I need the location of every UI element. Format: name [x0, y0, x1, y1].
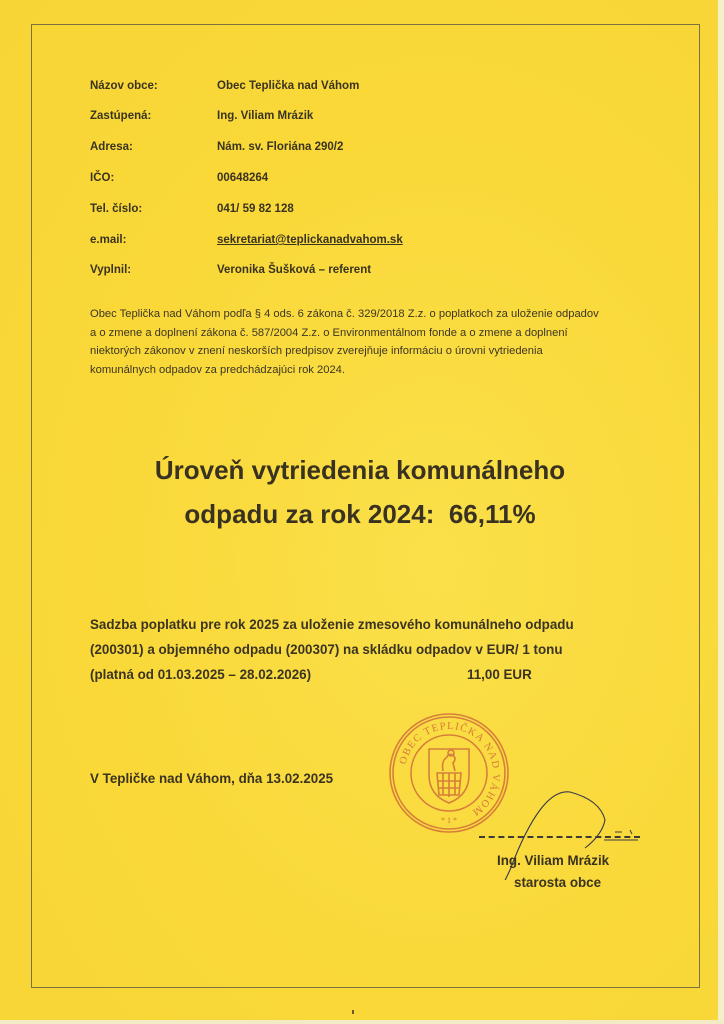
scan-speck [352, 1010, 354, 1014]
fee-line: (200301) a objemného odpadu (200307) na skládku odpadov v EUR/ 1 tonu [90, 642, 563, 657]
info-label: IČO: [90, 172, 115, 184]
place-and-date: V Tepličke nad Váhom, dňa 13.02.2025 [90, 771, 334, 786]
info-value: 041/ 59 82 128 [217, 203, 294, 215]
headline-line-2: odpadu za rok 2024: 66,11% [184, 499, 536, 529]
info-value: Ing. Viliam Mrázik [217, 110, 314, 122]
intro-line: komunálnych odpadov za predchádzajúci rok 2024. [90, 363, 345, 376]
info-label: Názov obce: [90, 80, 158, 92]
headline-line-1: Úroveň vytriedenia komunálneho [154, 455, 566, 485]
info-label: e.mail: [90, 234, 127, 246]
intro-line: a o zmene a doplnení zákona č. 587/2004 Z.z. o Environmentálnom fonde a o zmene a doplnení [90, 326, 568, 339]
signatory [497, 850, 609, 894]
intro-paragraph [90, 305, 650, 379]
info-value: 00648264 [217, 172, 269, 184]
page-edge [0, 1020, 724, 1024]
intro-line: Obec Teplička nad Váhom podľa § 4 ods. 6 zákona č. 329/2018 Z.z. o poplatkoch za uloženie odpadov [90, 308, 599, 320]
stamp-ring-text: OBEC TEPLIČKA NAD VÁHOM [397, 720, 502, 818]
fee-validity: (platná od 01.03.2025 – 28.02.2026) [90, 667, 312, 682]
info-value: Obec Teplička nad Váhom [217, 80, 360, 92]
info-value: Nám. sv. Floriána 290/2 [217, 141, 344, 153]
intro-line: niektorých zákonov v znení neskorších predpisov zverejňuje informáciu o úrovni vytriedenia [90, 345, 543, 357]
signatory-role: starosta obce [514, 875, 602, 890]
signature-line [479, 836, 640, 838]
fee-amount: 11,00 EUR [467, 667, 532, 682]
page-edge [718, 0, 724, 1024]
info-label: Tel. číslo: [90, 203, 143, 215]
info-label: Vyplnil: [90, 264, 132, 276]
info-value: Veronika Šušková – referent [217, 264, 372, 276]
info-label: Adresa: [90, 141, 133, 153]
signatory-name: Ing. Viliam Mrázik [497, 853, 610, 868]
sorting-level-headline [60, 448, 660, 536]
stamp-bottom-text: * 1 * [441, 816, 457, 825]
info-label: Zastúpená: [90, 110, 152, 122]
fee-rate-block [90, 612, 670, 687]
fee-line-validity [90, 662, 670, 687]
fee-line: Sadzba poplatku pre rok 2025 za uloženie zmesového komunálneho odpadu [90, 617, 574, 632]
email-link[interactable]: sekretariat@teplickanadvahom.sk [217, 234, 403, 246]
